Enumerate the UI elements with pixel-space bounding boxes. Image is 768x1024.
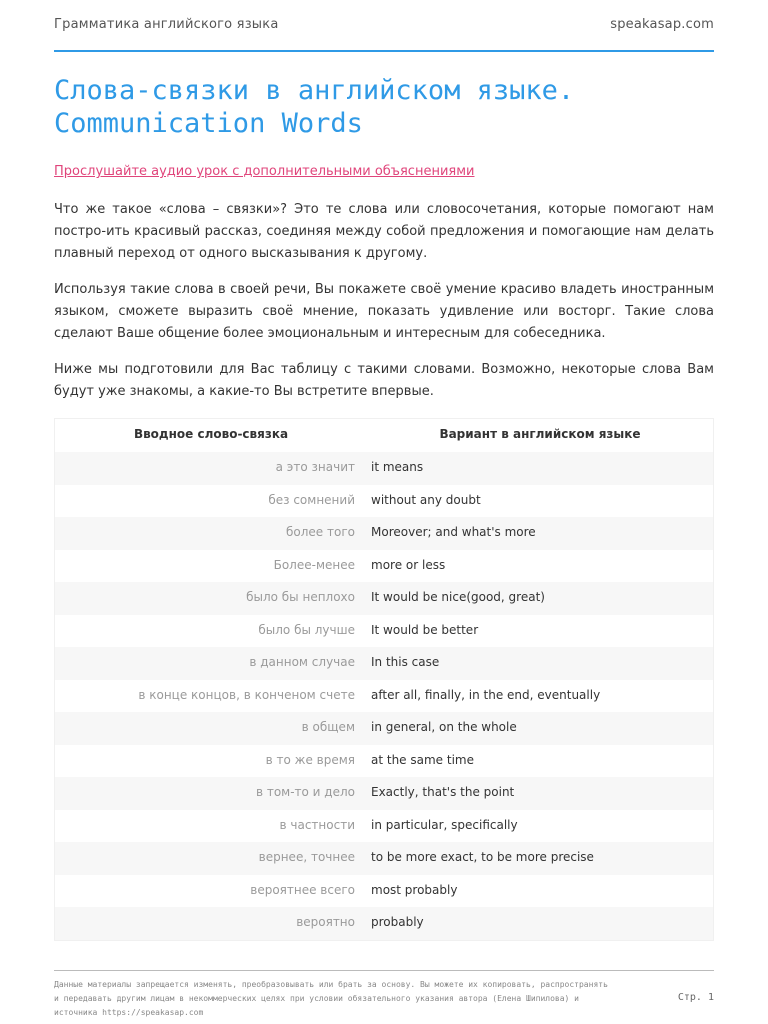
table-header-row xyxy=(55,419,713,452)
column-header-english: Вариант в английском языке xyxy=(439,427,641,441)
table-row xyxy=(55,680,713,713)
english-phrase-cell: In this case xyxy=(371,655,440,669)
russian-phrase-cell: вернее, точнее xyxy=(258,850,355,864)
russian-phrase-cell: в общем xyxy=(301,720,355,734)
table-row xyxy=(55,875,713,908)
english-phrase-cell: more or less xyxy=(371,557,446,572)
russian-phrase-cell: вероятно xyxy=(296,915,355,929)
table-body xyxy=(55,452,713,940)
english-phrase-cell: at the same time xyxy=(371,752,474,767)
intro-paragraph-1: Что же такое «слова – связки»? Это те слова или словосочетания, которые помогают нам постро-ить красивый рассказ, соединяя между собой предложения и помогающие нам делать плавный переход от одного высказывания к другому. xyxy=(54,202,714,261)
english-phrase-cell: without any doubt xyxy=(371,492,481,507)
english-phrase-cell: Exactly, that's the point xyxy=(371,785,515,799)
english-phrase-cell: It would be better xyxy=(371,622,479,637)
english-phrase-cell: in particular, specifically xyxy=(371,817,518,832)
header-divider xyxy=(54,50,714,52)
intro-paragraph-3: Ниже мы подготовили для Вас таблицу с такими словами. Возможно, некоторые слова Вам будут уже знакомы, а какие-то Вы встретите впервые. xyxy=(54,362,714,399)
page-title-line-2: Communication Words xyxy=(54,108,363,139)
russian-phrase-cell: без сомнений xyxy=(268,492,355,507)
table-row xyxy=(55,745,713,778)
page-title-line-1: Слова-связки в английском языке. xyxy=(54,75,575,106)
table-row xyxy=(55,712,713,745)
russian-phrase-cell: Более-менее xyxy=(273,557,355,572)
footer-page-number: Стр. 1 xyxy=(677,992,714,1003)
russian-phrase-cell: вероятнее всего xyxy=(250,882,355,897)
russian-phrase-cell: было бы неплохо xyxy=(246,590,355,604)
column-header-russian: Вводное слово-связка xyxy=(133,427,289,441)
footer-copyright-note: Данные материалы запрещается изменять, преобразовывать или брать за основу. Вы можете их копировать, распространять и передавать другим лицам в некоммерческих целях при условии обязательного указания автора (Елена Шипилова) и источника https://speakasap.com xyxy=(54,980,608,1017)
english-phrase-cell: to be more exact, to be more precise xyxy=(371,850,594,864)
russian-phrase-cell: более того xyxy=(286,525,355,539)
russian-phrase-cell: в то же время xyxy=(265,752,355,767)
english-phrase-cell: it means xyxy=(371,460,424,474)
table-row xyxy=(55,452,713,485)
russian-phrase-cell: было бы лучше xyxy=(258,622,355,637)
russian-phrase-cell: в том-то и дело xyxy=(255,785,355,799)
table-row xyxy=(55,485,713,518)
table-row xyxy=(55,842,713,875)
table-row xyxy=(55,582,713,615)
table-row xyxy=(55,777,713,810)
english-phrase-cell: probably xyxy=(371,915,424,929)
table-row xyxy=(55,647,713,680)
table-row xyxy=(55,517,713,550)
table-row xyxy=(55,907,713,940)
table-row xyxy=(55,810,713,843)
header-site-name[interactable]: speakasap.com xyxy=(610,17,714,32)
table-row xyxy=(55,615,713,648)
header-course-title: Грамматика английского языка xyxy=(54,17,279,32)
english-phrase-cell: after all, finally, in the end, eventually xyxy=(371,687,601,702)
page-title xyxy=(54,74,714,140)
connectives-table xyxy=(54,418,714,941)
intro-paragraph-2: Используя такие слова в своей речи, Вы покажете своё умение красиво владеть иностранным языком, сможете выразить своё мнение, показать удивление или восторг. Такие слова сделают Ваше общение более эмоциональным и интересным для собеседника. xyxy=(54,282,714,341)
footer-divider xyxy=(54,970,714,971)
audio-lesson-link[interactable]: Прослушайте аудио урок с дополнительными объяснениями xyxy=(54,164,475,179)
russian-phrase-cell: а это значит xyxy=(275,460,355,474)
english-phrase-cell: most probably xyxy=(371,882,458,897)
english-phrase-cell: It would be nice(good, great) xyxy=(371,590,545,604)
russian-phrase-cell: в частности xyxy=(279,817,355,832)
russian-phrase-cell: в конце концов, в конченом счете xyxy=(138,687,355,702)
english-phrase-cell: Moreover; and what's more xyxy=(371,525,536,539)
page-header xyxy=(54,14,714,38)
table-row xyxy=(55,550,713,583)
english-phrase-cell: in general, on the whole xyxy=(371,720,517,734)
russian-phrase-cell: в данном случае xyxy=(249,655,355,669)
